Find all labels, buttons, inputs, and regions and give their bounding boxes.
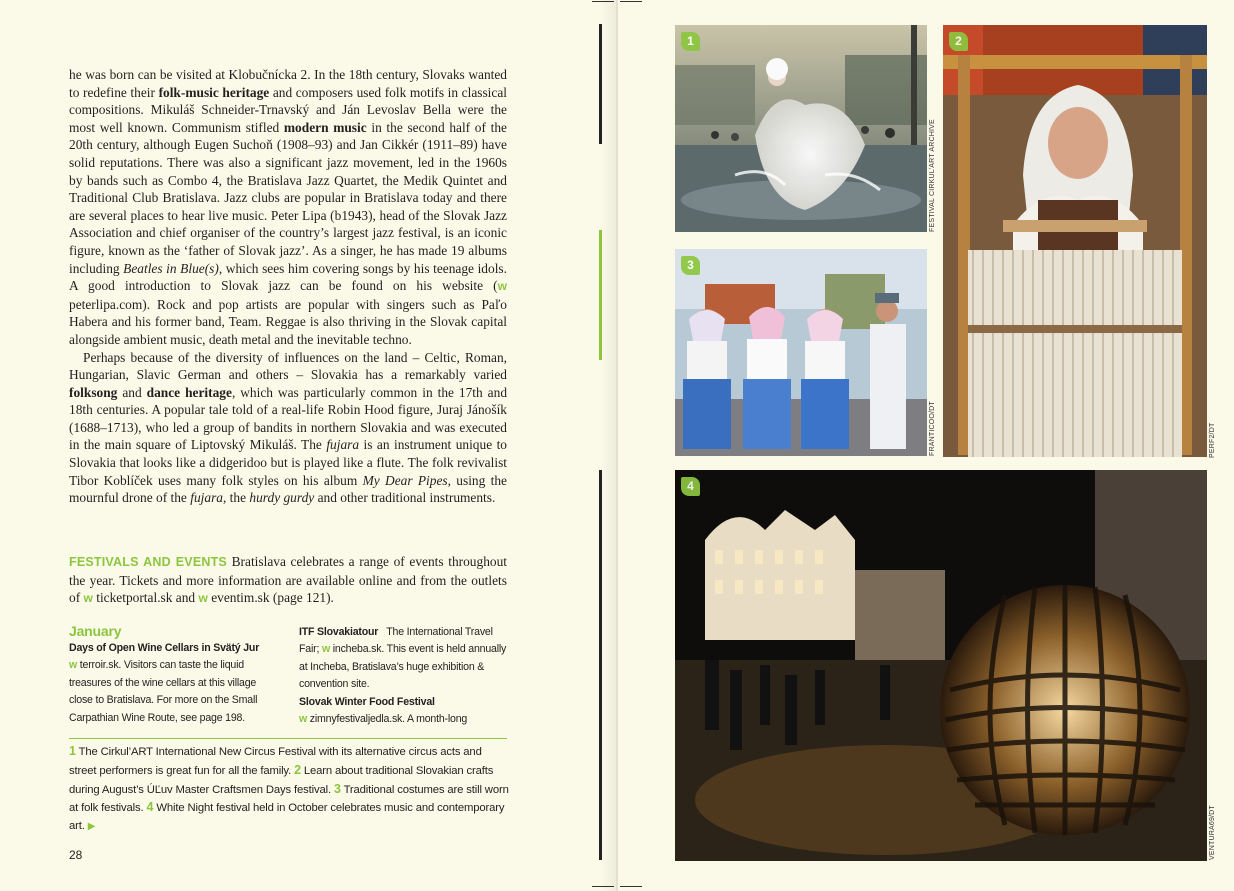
spine-bar	[599, 470, 602, 860]
photo-credit: VENTURA69/DT	[1209, 805, 1216, 860]
caption-text: Traditional costumes are still worn at folk festivals.	[69, 783, 509, 815]
text-run: Perhaps because of the diversity of influences on the land – Celtic, Roman, Hungarian, Slavic German and others – Slovakia has a remarkably varied	[69, 349, 507, 383]
festivals-text: Bratislava celebrates a range of events throughout the year. Tickets and more information are available online and from the outlets of	[69, 554, 507, 606]
caption-number: 2	[294, 762, 301, 777]
event-name: Slovak Winter Food Festival	[299, 695, 435, 708]
continue-arrow-icon: ▶	[87, 821, 96, 833]
web-icon: w	[321, 643, 330, 656]
italic-term: Beatles in Blue(s)	[123, 260, 219, 276]
caption-number: 1	[69, 744, 76, 758]
web-icon: w	[299, 713, 308, 726]
festivals-link-eventim[interactable]: eventim.sk (page 121).	[211, 590, 334, 606]
text-run: and	[117, 384, 147, 400]
web-icon: w	[198, 591, 208, 606]
photo-weaver	[943, 25, 1207, 457]
photo-folk-costumes	[675, 249, 927, 456]
trim-mark-top-left	[592, 1, 614, 2]
text-run: and composers used folk motifs in classical compositions. Mikuláš Schneider-Trnavský and Ján Levoslav Bella were the most well known. Communism stifled	[69, 84, 508, 135]
photo-circus-performer	[675, 25, 927, 232]
trim-mark-bottom-left	[592, 886, 614, 887]
event-description: incheba.sk. This event is held annually at Incheba, Bratislava’s huge exhibition & convention site.	[299, 643, 507, 691]
event-description: The International Travel Fair;	[299, 626, 493, 656]
text-run: peterlipa.com). Rock and pop artists are popular with singers such as Paľo Habera and his former band, Team. Reggae is also thriving in the Slovak capital alongside ambient music, death metal and the inevitable techno.	[69, 296, 507, 347]
trim-mark-bottom-right	[620, 886, 642, 887]
event-description: zimnyfestivaljedla.sk. A month-long	[309, 713, 468, 726]
text-run: , which sees him covering songs by his teenage idols. A good introduction to Slovak jazz can be found on his website (	[69, 260, 507, 294]
photo-number-badge: 3	[681, 256, 700, 275]
caption-text: The Cirkul’ART International New Circus Festival with its alternative circus acts and street performers is great fun for all the family.	[69, 746, 482, 777]
photo-credit: FRANTICOO/DT	[929, 401, 936, 456]
page-gutter	[616, 0, 618, 891]
photo-captions	[69, 743, 509, 836]
spine-bar	[599, 24, 602, 144]
italic-term: fujara	[326, 437, 360, 453]
calendar-column-right	[299, 624, 511, 728]
photo-number-badge: 1	[681, 32, 700, 51]
trim-mark-top-right	[620, 1, 642, 2]
bold-term: folksong	[69, 384, 118, 400]
caption-divider	[69, 738, 507, 739]
text-run: is an instrument unique to Slovakia that looks like a didgeridoo but is played like a flute. The folk revivalist Tibor Koblíček uses many folk styles on his album	[69, 437, 507, 488]
italic-term: My Dear Pipes	[362, 472, 448, 488]
calendar-month: January	[69, 623, 122, 639]
bold-term: folk-music heritage	[158, 84, 270, 100]
caption-text: Learn about traditional Slovakian crafts during August’s ÚĽuv Master Craftsmen Days festival.	[69, 764, 494, 796]
web-icon: w	[497, 279, 507, 294]
body-text	[69, 66, 507, 507]
festivals-intro	[69, 553, 507, 608]
festivals-heading: FESTIVALS AND EVENTS	[69, 555, 227, 569]
gutter-shadow	[600, 0, 616, 891]
event-name: ITF Slovakiatour	[299, 626, 379, 638]
text-run: he was born can be visited at Klobučnícka 2. In the 18th century, Slovaks wanted to redefine their	[69, 67, 507, 100]
body-paragraph	[69, 66, 507, 349]
text-run: , which was particularly common in the 17th and 18th centuries. A popular tale told of a real-life Robin Hood figure, Juraj Jánošík (1688–1713), who led a group of bandits in northern Slovakia and was executed in the main square of Liptovský Mikuláš. The	[69, 384, 508, 453]
text-run: in the second half of the 20th century, although Eugen Suchoň (1908–93) and Jan Cikkér (1911–89) have solid reputations. There was also a significant jazz movement, led in the 1960s by bands such as Combo 4, the Bratislava Jazz Quartet, the Medik Quintet and Traditional Club Bratislava. Jazz clubs are popular in Bratislava today and there are several places to hear live music. Peter Lipa (b1943), head of the Slovak Jazz Association and chief organiser of the country’s largest jazz festival, is an iconic figure, known as the ‘father of Slovak jazz’. As a singer, he has made 19 albums including	[69, 119, 507, 276]
caption-number: 3	[333, 781, 341, 796]
text-run: , using the mournful drone of the	[69, 472, 507, 506]
web-icon: w	[69, 659, 78, 672]
photo-number-badge: 4	[681, 477, 700, 496]
calendar-column-left	[69, 622, 279, 727]
spine-bar-green	[599, 230, 602, 360]
web-icon: w	[83, 591, 93, 606]
event-name: Days of Open Wine Cellars in Svätý Jur	[69, 642, 260, 654]
photo-number-badge: 2	[949, 32, 968, 51]
festivals-link-ticketportal[interactable]: ticketportal.sk and	[96, 590, 199, 606]
italic-term: fujara	[190, 490, 223, 506]
photo-credit: FESTIVAL CIRKUL’ART ARCHIVE	[929, 119, 936, 232]
photo-white-night-sphere	[675, 470, 1207, 861]
photo-credit: PERF2/DT	[1209, 422, 1216, 458]
event-description: terroir.sk. Visitors can taste the liquid treasures of the wine cellars at this village close to Bratislava. For more on the Small Carpathian Wine Route, see page 198.	[69, 659, 258, 724]
italic-term: hurdy gurdy	[249, 490, 315, 506]
text-run: , the	[222, 490, 250, 506]
caption-text: White Night festival held in October celebrates music and contemporary art.	[69, 802, 505, 833]
body-paragraph	[69, 349, 507, 507]
text-run: and other traditional instruments.	[314, 490, 496, 506]
bold-term: dance heritage	[146, 384, 232, 400]
caption-number: 4	[146, 800, 154, 815]
page-number: 28	[69, 848, 83, 862]
bold-term: modern music	[283, 119, 367, 135]
